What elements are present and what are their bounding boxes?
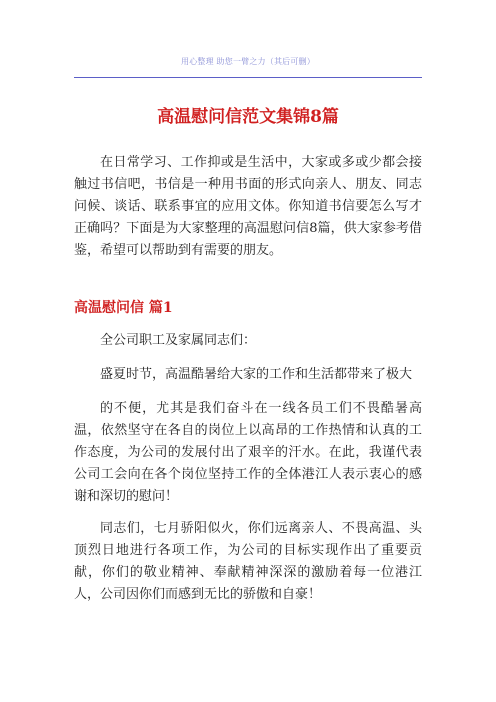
- body-paragraph-2: 同志们，七月骄阳似火，你们远离亲人、不畏高温、头顶烈日地进行各项工作，为公司的目标实现作出了重要贡献，你们的敬业精神、奉献精神深深的激励着每一位港江人，公司因你们而感到无比的骄傲和自豪！: [74, 521, 422, 602]
- body-paragraph-1: 的不便，尤其是我们奋斗在一线各员工们不畏酷暑高温，依然坚守在各自的岗位上以高昂的工作热情和认真的工作态度，为公司的发展付出了艰辛的汗水。在此，我谨代表公司工会向在各个岗位坚持工作的全体港江人表示衷心的感谢和深切的慰问！: [74, 401, 422, 504]
- intro-paragraph: 在日常学习、工作抑或是生活中，大家或多或少都会接触过书信吧，书信是一种用书面的形式向亲人、朋友、同志问候、谈话、联系事宜的应用文体。你知道书信要怎么写才正确吗？下面是为大家整理的高温慰问信8篇，供大家参考借鉴，希望可以帮助到有需要的朋友。: [74, 155, 422, 258]
- page-header: 用心整理 助您一臂之力（其后可删）: [181, 57, 315, 66]
- paragraph-line: 盛夏时节，高温酷暑给大家的工作和生活都带来了极大: [100, 367, 413, 382]
- document-title: 高温慰问信范文集锦8篇: [157, 107, 339, 127]
- header-divider: [74, 77, 422, 78]
- salutation: 全公司职工及家属同志们：: [100, 333, 257, 348]
- section-heading: 高温慰问信 篇1: [74, 300, 173, 316]
